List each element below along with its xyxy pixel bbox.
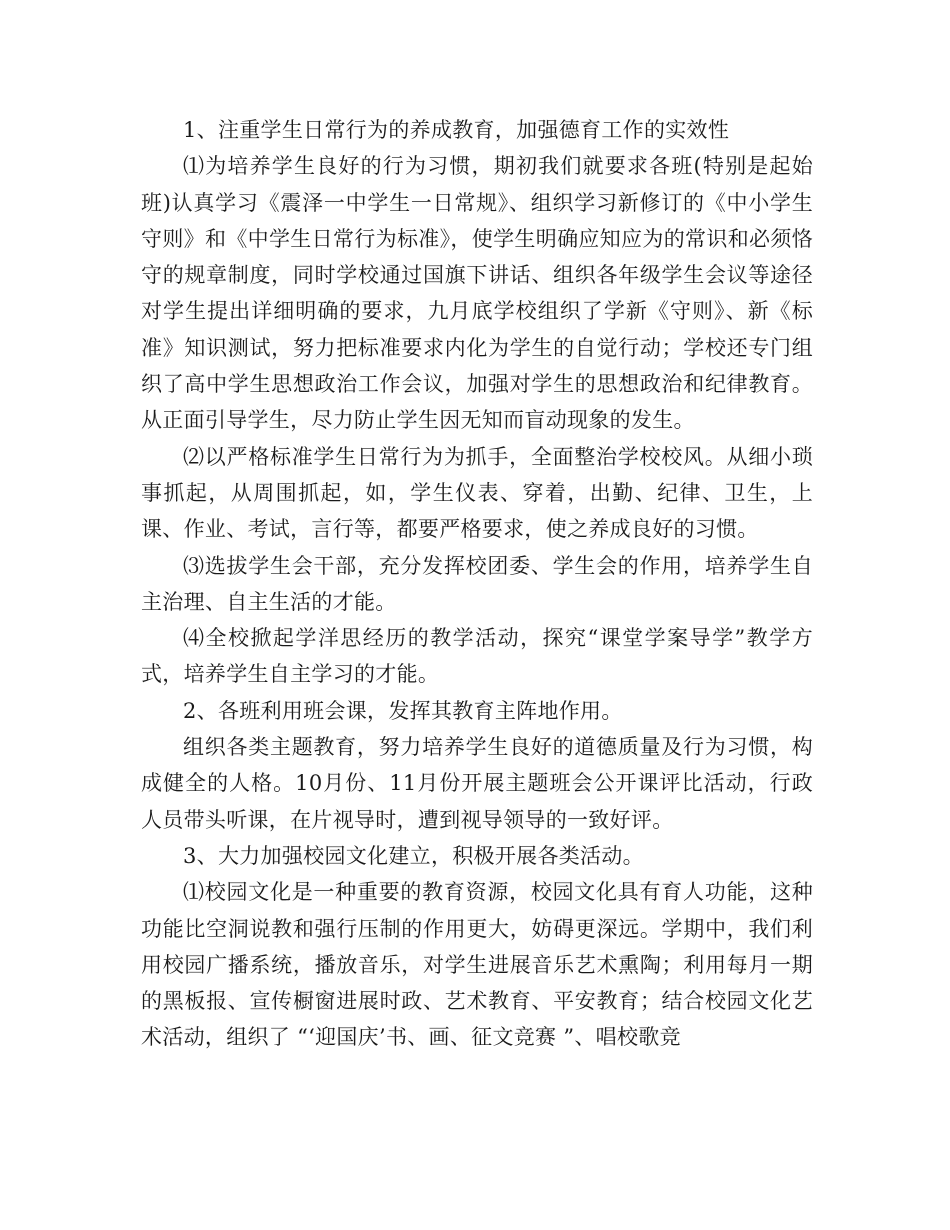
section-heading-3: 3、大力加强校园文化建立，积极开展各类活动。 bbox=[183, 843, 644, 868]
paragraph-3-1: ⑴校园文化是一种重要的教育资源，校园文化具有育人功能，这种功能比空洞说教和强行压制的作用更大，妨碍更深远。学期中，我们利用校园广播系统，播放音乐，对学生进展音乐艺术熏陶；利用每月一期的黑板报、宣传橱窗进展时政、艺术教育、平安教育；结合校园文化艺术活动，组织了 “‘迎国庆’书、画、征文竞赛 ”、唱校歌竞 bbox=[141, 880, 813, 1050]
paragraph-2-1: 组织各类主题教育，努力培养学生良好的道德质量及行为习惯，构成健全的人格。10月份、11月份开展主题班会公开课评比活动，行政人员带头听课，在片视导时，遭到视导领导的一致好评。 bbox=[141, 735, 813, 832]
paragraph-1-3: ⑶选拔学生会干部，充分发挥校团委、学生会的作用，培养学生自主治理、自主生活的才能。 bbox=[141, 553, 813, 614]
paragraph-1-4: ⑷全校掀起学洋思经历的教学活动，探究“课堂学案导学”教学方式，培养学生自主学习的才能。 bbox=[141, 626, 813, 687]
document-body bbox=[141, 112, 813, 1056]
paragraph-1-2: ⑵以严格标准学生日常行为为抓手，全面整治学校校风。从细小琐事抓起，从周围抓起，如，学生仪表、穿着，出勤、纪律、卫生，上课、作业、考试，言行等，都要严格要求，使之养成良好的习惯。 bbox=[141, 444, 813, 542]
paragraph-1-1: ⑴为培养学生良好的行为习惯，期初我们就要求各班(特别是起始班)认真学习《震泽一中学生一日常规》、组织学习新修订的《中小学生守则》和《中学生日常行为标准》，使学生明确应知应为的常识和必须恪守的规章制度，同时学校通过国旗下讲话、组织各年级学生会议等途径对学生提出详细明确的要求，九月底学校组织了学新《守则》、新《标准》知识测试，努力把标准要求内化为学生的自觉行动；学校还专门组织了高中学生思想政治工作会议，加强对学生的思想政治和纪律教育。从正面引导学生，尽力防止学生因无知而盲动现象的发生。 bbox=[141, 154, 813, 433]
section-heading-1: 1、注重学生日常行为的养成教育，加强德育工作的实效性 bbox=[183, 118, 730, 142]
section-heading-2: 2、各班利用班会课，发挥其教育主阵地作用。 bbox=[183, 698, 623, 723]
